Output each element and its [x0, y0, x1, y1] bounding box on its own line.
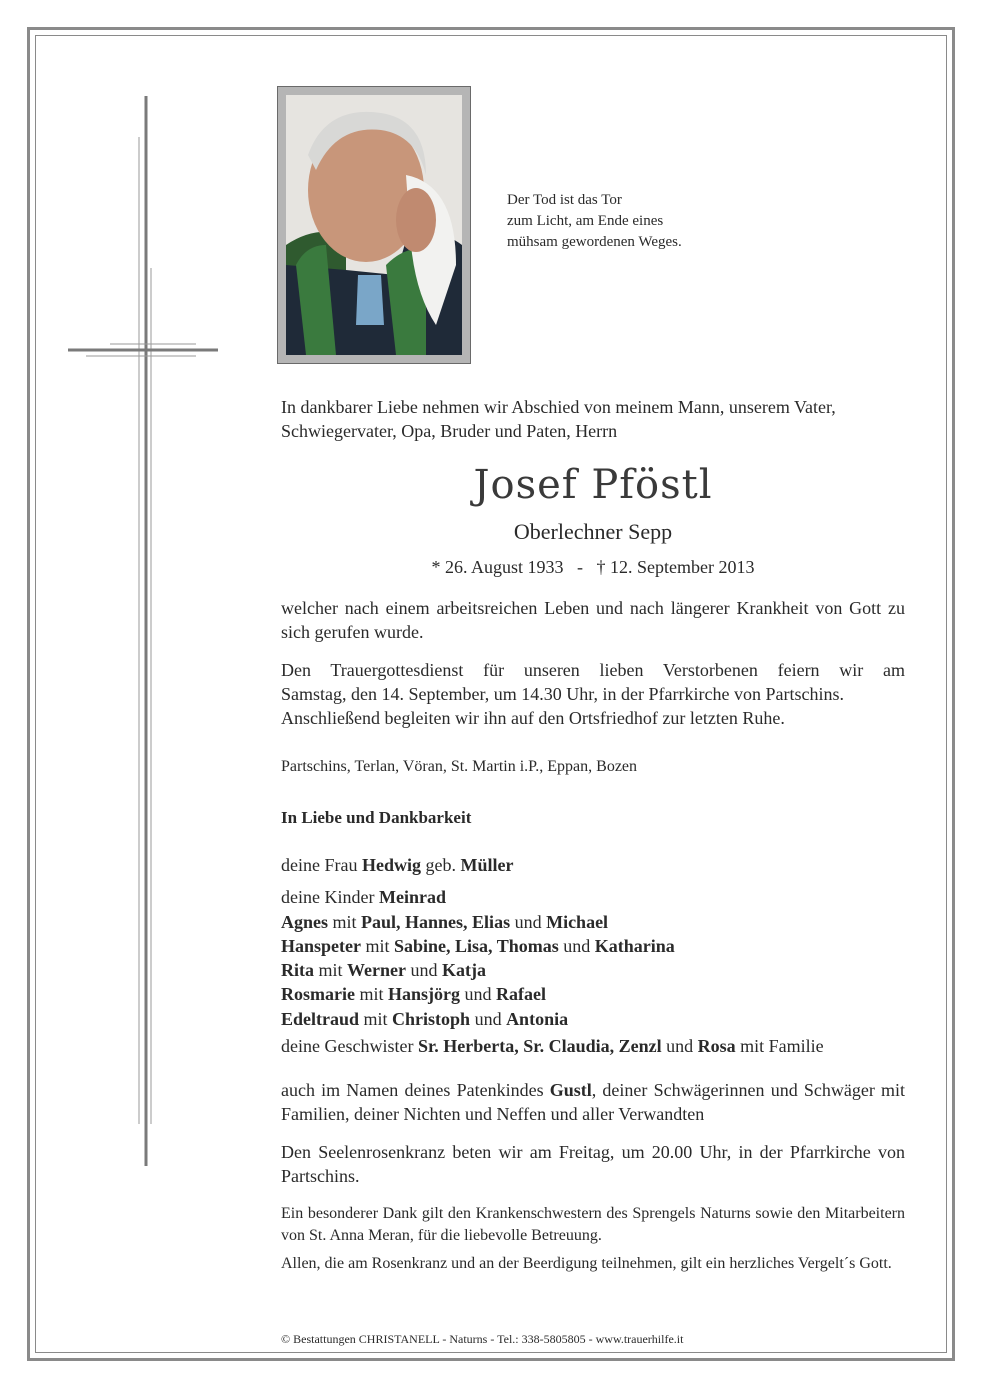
thanks-paragraph: Ein besonderer Dank gilt den Krankenschwestern des Sprengels Naturns sowie den Mitarbeitern von St. Anna Meran, für die liebevolle Betreuung. [281, 1205, 905, 1244]
family-text: deine Frau [281, 855, 362, 875]
family-name: Hanspeter [281, 935, 361, 956]
intro-text [281, 395, 905, 443]
rosary-paragraph: Den Seelenrosenkranz beten wir am Freitag, um 20.00 Uhr, in der Pfarrkirche von Partschins. [281, 1142, 905, 1186]
intro-line: In dankbarer Liebe nehmen wir Abschied von meinem Mann, unserem Vater, [281, 397, 836, 417]
family-name: Christoph [392, 1008, 471, 1029]
family-name: Katharina [594, 935, 675, 956]
family-text: und [661, 1036, 698, 1057]
intro-line: Schwiegervater, Opa, Bruder und Paten, Herrn [281, 421, 618, 441]
deceased-nickname: Oberlechner Sepp [513, 519, 673, 544]
family-name: Rosmarie [281, 984, 355, 1005]
family-name: Agnes [281, 911, 329, 932]
portrait-image [286, 95, 462, 355]
family-row [281, 934, 921, 958]
family-row [281, 910, 921, 934]
memorial-quote [507, 190, 737, 253]
quote-line: mühsam gewordenen Weges. [507, 234, 682, 250]
portrait-photo [277, 86, 471, 364]
family-name: Hedwig [361, 855, 421, 875]
life-dates: * 26. August 1933 - † 12. September 2013 [431, 557, 755, 577]
family-name: Paul, Hannes, Elias [361, 911, 511, 932]
family-text: und [460, 984, 496, 1005]
family-name: Rosa [697, 1036, 736, 1057]
family-text: und [558, 935, 595, 956]
closing-line: In Liebe und Dankbarkeit [281, 808, 472, 827]
service-line: Anschließend begleiten wir ihn auf den Ortsfriedhof zur letzten Ruhe. [281, 708, 785, 728]
family-name: Katja [442, 960, 486, 981]
family-text: mit Familie [735, 1036, 824, 1057]
family-text: mit [314, 960, 348, 981]
deceased-name: Josef Pföstl [473, 462, 713, 508]
family-name: Meinrad [378, 887, 446, 908]
family-siblings [281, 1034, 921, 1058]
family-text: mit [328, 911, 362, 932]
godchild-text: , deiner Schwägerinnen und Schwäger mit Familien, deiner Nichten und Neffen und aller Verwandten [281, 1080, 905, 1124]
family-name: Hansjörg [388, 984, 460, 1005]
service-paragraph [281, 658, 905, 730]
family-text: und [470, 1008, 507, 1029]
family-text: deine Geschwister [281, 1036, 418, 1057]
family-text: mit [359, 1008, 393, 1029]
family-text: geb. [421, 855, 461, 875]
godchild-text: auch im Namen deines Patenkindes [281, 1080, 550, 1100]
service-line: Samstag, den 14. September, um 14.30 Uhr, in der Pfarrkirche von Partschins. [281, 684, 844, 704]
godchild-name: Gustl [549, 1080, 592, 1100]
family-text: mit [361, 935, 395, 956]
family-text: und [510, 911, 547, 932]
family-name: Sabine, Lisa, Thomas [394, 935, 559, 956]
quote-line: zum Licht, am Ende eines [507, 213, 664, 229]
family-name: Müller [460, 855, 514, 875]
family-name: Rafael [496, 984, 546, 1005]
family-name: Antonia [506, 1008, 569, 1029]
godchild-paragraph [281, 1078, 905, 1126]
family-row [281, 982, 921, 1006]
family-text: und [406, 960, 442, 981]
thanks-closing-paragraph: Allen, die am Rosenkranz und an der Beerdigung teilnehmen, gilt ein herzliches Vergelt´s Gott. [281, 1255, 892, 1272]
cross-icon [0, 0, 240, 1180]
family-row [281, 1007, 921, 1031]
family-text: deine Kinder [281, 887, 379, 908]
family-kids [281, 885, 921, 909]
family-name: Werner [347, 960, 406, 981]
places-line: Partschins, Terlan, Vöran, St. Martin i.P., Eppan, Bozen [281, 758, 638, 775]
family-wife [281, 853, 921, 877]
family-name: Rita [281, 960, 314, 981]
family-row [281, 958, 921, 982]
quote-line: Der Tod ist das Tor [507, 192, 622, 208]
service-line: Den Trauergottesdienst für unseren lieben Verstorbenen feiern wir am [281, 660, 905, 680]
family-name: Sr. Herberta, Sr. Claudia, Zenzl [417, 1036, 662, 1057]
funeral-home-footer: © Bestattungen CHRISTANELL - Naturns - Tel.: 338-5805805 - www.trauerhilfe.it [281, 1332, 684, 1346]
death-paragraph: welcher nach einem arbeitsreichen Leben und nach längerer Krankheit von Gott zu sich gerufen wurde. [281, 598, 905, 642]
family-list [281, 853, 921, 1058]
family-name: Edeltraud [281, 1008, 360, 1029]
family-text: mit [354, 984, 388, 1005]
family-name: Michael [546, 911, 609, 932]
